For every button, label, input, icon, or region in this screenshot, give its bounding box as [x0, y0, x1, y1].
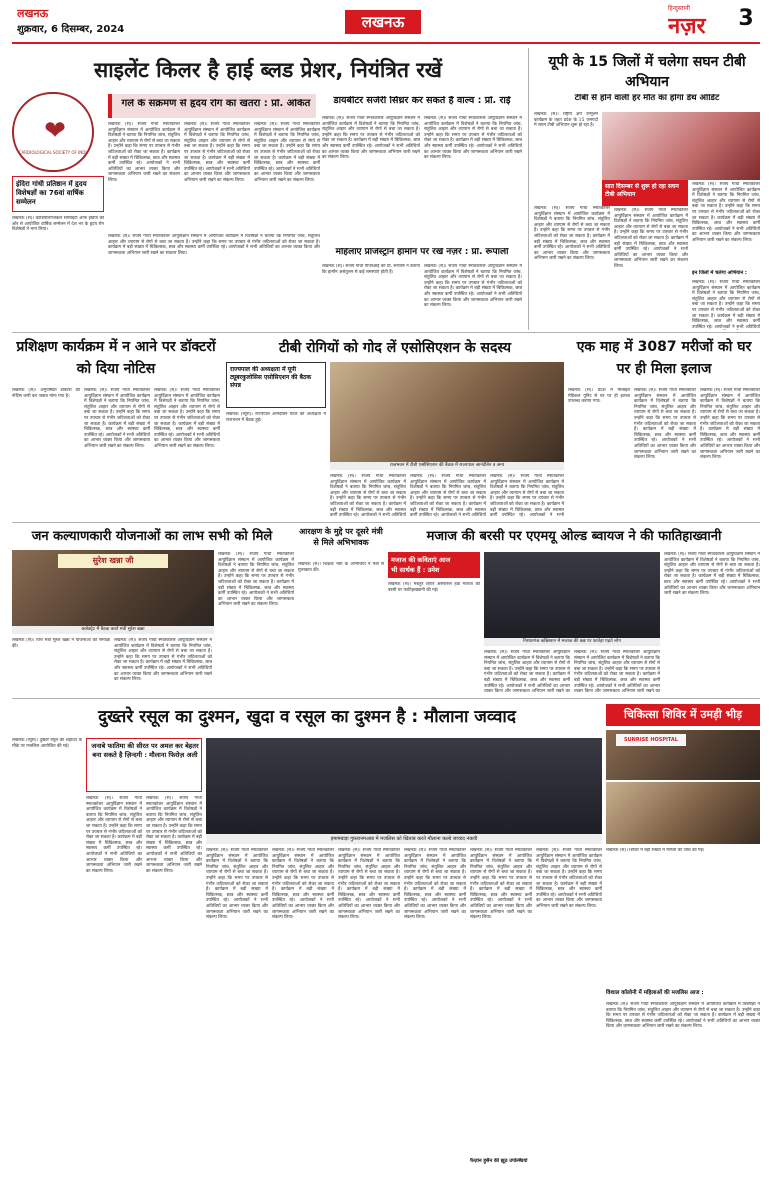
camp-body-2: लखनऊ (स)। संजय गांधी स्नातकोत्तर आयुर्विज्ञान संस्थान में आयोजित कार्यक्रम में विशेषज्ञों ने बताया कि नियमित जांच, संतुलित आहार और व्यायाम से रोगों से बचा जा सकता है। उन्होंने कहा कि समय पर उपचार से गंभीर जटिलताओं को रोका जा सकता है। कार्यक्रम में बड़ी संख्या में चिकित्सक, छात्र और स्वास्थ्य कर्मी उपस्थित रहे। आयोजकों ने सभी अतिथियों का आभार व्यक्त किया और जागरूकता अभियान जारी रखने का संकल्प लिया।	[606, 1002, 760, 1030]
lead-headline: साइलेंट किलर है हाई ब्लड प्रेशर, नियंत्रित रखें	[94, 58, 442, 82]
masthead-date: शुक्रवार, 6 दिसम्बर, 2024	[17, 24, 125, 35]
masthead-city: लखनऊ	[17, 7, 49, 20]
free-treatment-headline: एक माह में 3087 मरीजों को घर पर ही मिला इलाज	[576, 339, 752, 377]
training-body-3: लखनऊ (स)। संजय गांधी स्नातकोत्तर आयुर्विज्ञान संस्थान में आयोजित कार्यक्रम में विशेषज्ञों ने बताया कि नियमित जांच, संतुलित आहार और व्यायाम से रोगों से बचा जा सकता है। उन्होंने कहा कि समय पर उपचार से गंभीर जटिलताओं को रोका जा सकता है। कार्यक्रम में बड़ी संख्या में चिकित्सक, छात्र और स्वास्थ्य कर्मी उपस्थित रहे। आयोजकों ने सभी अतिथियों का आभार व्यक्त किया और जागरूकता अभियान जारी रखने का संकल्प लिया।	[154, 388, 220, 449]
cardiology-logo	[12, 92, 94, 172]
tb-body-col4: लखनऊ (स)। संजय गांधी स्नातकोत्तर आयुर्विज्ञान संस्थान में आयोजित कार्यक्रम में विशेषज्ञों ने बताया कि नियमित जांच, संतुलित आहार और व्यायाम से रोगों से बचा जा सकता है। उन्होंने कहा कि समय पर उपचार से गंभीर जटिलताओं को रोका जा सकता है। कार्यक्रम में बड़ी संख्या में चिकित्सक, छात्र और स्वास्थ्य कर्मी उपस्थित रहे। आयोजकों ने सभी अतिथियों का आभार व्यक्त किया और जागरूकता अभियान जारी रखने का संकल्प लिया।	[614, 208, 688, 269]
jawad-photo-caption: इमामबाड़ा गुफ़रानमआब में मजलिस को खिताब करते मौलाना कल्बे जव्वाद नकवी	[206, 834, 602, 844]
brand-logo: नज़र	[668, 14, 706, 38]
tb-body-col1: लखनऊ (स)। राष्ट्रीय क्षय उन्मूलन कार्यक्रम के तहत प्रदेश के 15 जनपदों में सघन टीबी अभियान शुरू हो रहा है।	[534, 112, 598, 129]
mazaj-photo	[484, 552, 660, 638]
tb-photo-caption-box	[602, 180, 688, 206]
lead-sub-right: डायबीटर सर्जरी सिंथ्रर कर सकते हैं वाल्व : प्रो. राई	[333, 96, 511, 106]
women-body-2: लखनऊ (स)। संजय गांधी स्नातकोत्तर आयुर्विज्ञान संस्थान में आयोजित कार्यक्रम में विशेषज्ञों ने बताया कि नियमित जांच, संतुलित आहार और व्यायाम से रोगों से बचा जा सकता है। उन्होंने कहा कि समय पर उपचार से गंभीर जटिलताओं को रोका जा सकता है। कार्यक्रम में बड़ी संख्या में चिकित्सक, छात्र और स्वास्थ्य कर्मी उपस्थित रहे। आयोजकों ने सभी अतिथियों का आभार व्यक्त किया और जागरूकता अभियान जारी रखने का संकल्प लिया।	[424, 264, 522, 309]
masthead-rule	[12, 42, 760, 44]
divider	[12, 522, 760, 523]
jawad-badge	[86, 738, 202, 792]
reservation-body: लखनऊ (स)। शिक्षक भर्ती के अभ्यर्थियों ने मंत्री से मुलाकात की।	[298, 562, 384, 573]
tb-adopt-photo	[330, 362, 564, 462]
mazaj-body-1: लखनऊ (स)। मशहूर शायर असरारुल हक मजाज की बरसी पर फातिहाख्वानी की गई।	[388, 582, 480, 593]
lead-photo-caption-box	[12, 176, 104, 212]
page-number: 3	[738, 6, 754, 31]
divider	[12, 332, 760, 333]
jawad-photo	[206, 738, 602, 834]
jawad-body-2: लखनऊ (स)। संजय गांधी स्नातकोत्तर आयुर्विज्ञान संस्थान में आयोजित कार्यक्रम में विशेषज्ञों ने बताया कि नियमित जांच, संतुलित आहार और व्यायाम से रोगों से बचा जा सकता है। उन्होंने कहा कि समय पर उपचार से गंभीर जटिलताओं को रोका जा सकता है। कार्यक्रम में बड़ी संख्या में चिकित्सक, छात्र और स्वास्थ्य कर्मी उपस्थित रहे। आयोजकों ने सभी अतिथियों का आभार व्यक्त किया और जागरूकता अभियान जारी रखने का संकल्प लिया।	[86, 796, 142, 874]
jawad-body-7: लखनऊ (स)। संजय गांधी स्नातकोत्तर आयुर्विज्ञान संस्थान में आयोजित कार्यक्रम में विशेषज्ञों ने बताया कि नियमित जांच, संतुलित आहार और व्यायाम से रोगों से बचा जा सकता है। उन्होंने कहा कि समय पर उपचार से गंभीर जटिलताओं को रोका जा सकता है। कार्यक्रम में बड़ी संख्या में चिकित्सक, छात्र और स्वास्थ्य कर्मी उपस्थित रहे। आयोजकों ने सभी अतिथियों का आभार व्यक्त किया और जागरूकता अभियान जारी रखने का संकल्प लिया।	[404, 848, 466, 921]
lead-sub-left: गले के संक्रमण से हृदय रोग का खतरा : प्रो. अंकित	[121, 99, 311, 109]
camp-box-title: विशाल कॉलोनी में महिलाओं की मजलिस आज :	[606, 990, 704, 996]
heart-icon: ❤	[44, 116, 66, 146]
jawad-body-3: लखनऊ (स)। संजय गांधी स्नातकोत्तर आयुर्विज्ञान संस्थान में आयोजित कार्यक्रम में विशेषज्ञों ने बताया कि नियमित जांच, संतुलित आहार और व्यायाम से रोगों से बचा जा सकता है। उन्होंने कहा कि समय पर उपचार से गंभीर जटिलताओं को रोका जा सकता है। कार्यक्रम में बड़ी संख्या में चिकित्सक, छात्र और स्वास्थ्य कर्मी उपस्थित रहे। आयोजकों ने सभी अतिथियों का आभार व्यक्त किया और जागरूकता अभियान जारी रखने का संकल्प लिया।	[146, 796, 202, 874]
tb-adopt-badge	[226, 362, 326, 408]
women-body: लखनऊ (स)। संजय गांधी पीजीआई की प्रो. रूपाली ने बताया कि हार्मोन असंतुलन से कई समस्याएं होती हैं।	[322, 264, 420, 275]
tb-sub: टीबी से होने वाली हर मौत का होगा डेथ ऑडिट	[574, 94, 720, 103]
logo-text: CARDIOLOGICAL SOCIETY OF INDIA	[18, 150, 90, 155]
mazaj-body-2: लखनऊ (स)। संजय गांधी स्नातकोत्तर आयुर्विज्ञान संस्थान में आयोजित कार्यक्रम में विशेषज्ञों ने बताया कि नियमित जांच, संतुलित आहार और व्यायाम से रोगों से बचा जा सकता है। उन्होंने कहा कि समय पर उपचार से गंभीर जटिलताओं को रोका जा सकता है। कार्यक्रम में बड़ी संख्या में चिकित्सक, छात्र और स्वास्थ्य कर्मी उपस्थित रहे। आयोजकों ने सभी अतिथियों का आभार व्यक्त किया और जागरूकता अभियान जारी रखने का	[484, 650, 570, 694]
masthead	[0, 0, 770, 46]
tb-adopt-body-1: लखनऊ (ब्यूरो)। राज्यपाल आनंदीबेन पटेल की अध्यक्षता में राजभवन में बैठक हुई।	[226, 412, 326, 423]
tb-body-col2: लखनऊ (स)। संजय गांधी स्नातकोत्तर आयुर्विज्ञान संस्थान में आयोजित कार्यक्रम में विशेषज्ञों ने बताया कि नियमित जांच, संतुलित आहार और व्यायाम से रोगों से बचा जा सकता है। उन्होंने कहा कि समय पर उपचार से गंभीर जटिलताओं को रोका जा सकता है। कार्यक्रम में बड़ी संख्या में चिकित्सक, छात्र और स्वास्थ्य कर्मी उपस्थित रहे। आयोजकों ने सभी अतिथियों का आभार व्यक्त किया और जागरूकता अभियान जारी रखने का संकल्प लिया।	[692, 182, 760, 243]
jawad-badge-text: जनाबे फातिमा की सीरत पर अमल कर बेहतर बना सकते है ज़िन्दगी : मौलाना फिरोज़ अली	[91, 742, 199, 759]
welfare-body-1: लखनऊ (स)। वित्त मंत्री सुरेश खन्ना ने योजनाओं की समीक्षा की।	[12, 638, 110, 649]
camp-body-1: लखनऊ (स)। शिविर में बड़ी संख्या में मरीजों की जांच की गई।	[606, 848, 705, 853]
tb-adopt-photo-caption: राजभवन में टीबी एसोसिएशन की बैठक में राज्यपाल आनंदीबेन व अन्य	[330, 462, 564, 470]
lead-body-col4: लखनऊ (स)। संजय गांधी स्नातकोत्तर आयुर्विज्ञान संस्थान में आयोजित कार्यक्रम में विशेषज्ञों ने बताया कि नियमित जांच, संतुलित आहार और व्यायाम से रोगों से बचा जा सकता है। उन्होंने कहा कि समय पर उपचार से गंभीर जटिलताओं को रोका जा सकता है। कार्यक्रम में बड़ी संख्या में चिकित्सक, छात्र और स्वास्थ्य कर्मी उपस्थित रहे। आयोजकों ने सभी अतिथियों का आभार व्यक्त किया और जागरूकता अभियान जारी रखने का संकल्प लिया।	[254, 122, 320, 183]
jawad-body-1: लखनऊ (ब्यूरो)। दुख्तरे रसूल की शहादत के मौके पर मजलिस आयोजित की गई।	[12, 738, 82, 749]
hospital-sign: SUNRISE HOSPITAL	[616, 734, 686, 746]
jawad-body-5: लखनऊ (स)। संजय गांधी स्नातकोत्तर आयुर्विज्ञान संस्थान में आयोजित कार्यक्रम में विशेषज्ञों ने बताया कि नियमित जांच, संतुलित आहार और व्यायाम से रोगों से बचा जा सकता है। उन्होंने कहा कि समय पर उपचार से गंभीर जटिलताओं को रोका जा सकता है। कार्यक्रम में बड़ी संख्या में चिकित्सक, छात्र और स्वास्थ्य कर्मी उपस्थित रहे। आयोजकों ने सभी अतिथियों का आभार व्यक्त किया और जागरूकता अभियान जारी रखने का संकल्प लिया।	[272, 848, 334, 921]
section-label: लखनऊ	[345, 10, 421, 34]
lead-photo-caption: इंदिरा गांधी प्रतिष्ठान में हृदय विशेषज्ञों का 76वां वार्षिक सम्मेलन	[16, 180, 87, 206]
jawad-body-8: लखनऊ (स)। संजय गांधी स्नातकोत्तर आयुर्विज्ञान संस्थान में आयोजित कार्यक्रम में विशेषज्ञों ने बताया कि नियमित जांच, संतुलित आहार और व्यायाम से रोगों से बचा जा सकता है। उन्होंने कहा कि समय पर उपचार से गंभीर जटिलताओं को रोका जा सकता है। कार्यक्रम में बड़ी संख्या में चिकित्सक, छात्र और स्वास्थ्य कर्मी उपस्थित रहे। आयोजकों ने सभी अतिथियों का आभार व्यक्त किया और जागरूकता अभियान जारी रखने का संकल्प लिया।	[470, 848, 532, 921]
women-headline: महिलाएं प्रोजेस्ट्रॉन हार्मोन पर रखें नज़र : प्रो. रूपाली	[335, 248, 509, 257]
divider	[528, 48, 529, 330]
lead-body-col1: लखनऊ (स)। कार्डियोलॉजिकल सोसाइटी ऑफ इंडिया की ओर से आयोजित वार्षिक सम्मेलन में देश भर के हृदय रोग विशेषज्ञों ने भाग लिया।	[12, 216, 104, 233]
jawad-body-6: लखनऊ (स)। संजय गांधी स्नातकोत्तर आयुर्विज्ञान संस्थान में आयोजित कार्यक्रम में विशेषज्ञों ने बताया कि नियमित जांच, संतुलित आहार और व्यायाम से रोगों से बचा जा सकता है। उन्होंने कहा कि समय पर उपचार से गंभीर जटिलताओं को रोका जा सकता है। कार्यक्रम में बड़ी संख्या में चिकित्सक, छात्र और स्वास्थ्य कर्मी उपस्थित रहे। आयोजकों ने सभी अतिथियों का आभार व्यक्त किया और जागरूकता अभियान जारी रखने का संकल्प लिया।	[338, 848, 400, 921]
lead-body-col6: लखनऊ (स)। संजय गांधी स्नातकोत्तर आयुर्विज्ञान संस्थान में आयोजित कार्यक्रम में विशेषज्ञों ने बताया कि नियमित जांच, संतुलित आहार और व्यायाम से रोगों से बचा जा सकता है। उन्होंने कहा कि समय पर उपचार से गंभीर जटिलताओं को रोका जा सकता है। कार्यक्रम में बड़ी संख्या में चिकित्सक, छात्र और स्वास्थ्य कर्मी उपस्थित रहे। आयोजकों ने सभी अतिथियों का आभार व्यक्त किया और जागरूकता अभियान जारी रखने का संकल्प लिया।	[424, 116, 522, 161]
lead-body-col7: लखनऊ (स)। संजय गांधी स्नातकोत्तर आयुर्विज्ञान संस्थान में आयोजित कार्यक्रम में विशेषज्ञों ने बताया कि नियमित जांच, संतुलित आहार और व्यायाम से रोगों से बचा जा सकता है। उन्होंने कहा कि समय पर उपचार से गंभीर जटिलताओं को रोका जा सकता है। कार्यक्रम में बड़ी संख्या में चिकित्सक, छात्र और स्वास्थ्य कर्मी उपस्थित रहे। आयोजकों ने सभी अतिथियों का आभार व्यक्त किया और जागरूकता अभियान जारी रखने का संकल्प लिया।	[108, 234, 320, 256]
training-body-1: लखनऊ (स)। अनुपस्थित डॉक्टरों को नोटिस जारी कर जवाब मांगा गया है।	[12, 388, 80, 399]
welfare-banner: सुरेश खन्ना जी	[58, 554, 168, 568]
training-headline: प्रशिक्षण कार्यक्रम में न आने पर डॉक्टरों को दिया नोटिस	[16, 339, 216, 377]
welfare-photo	[12, 550, 214, 626]
mazaj-badge-line2: भी सार्थक हैं : उमेश	[391, 566, 440, 574]
lead-body-col2: लखनऊ (स)। संजय गांधी स्नातकोत्तर आयुर्विज्ञान संस्थान में आयोजित कार्यक्रम में विशेषज्ञों ने बताया कि नियमित जांच, संतुलित आहार और व्यायाम से रोगों से बचा जा सकता है। उन्होंने कहा कि समय पर उपचार से गंभीर जटिलताओं को रोका जा सकता है। कार्यक्रम में बड़ी संख्या में चिकित्सक, छात्र और स्वास्थ्य कर्मी उपस्थित रहे। आयोजकों ने सभी अतिथियों का आभार व्यक्त किया और जागरूकता अभियान जारी रखने का संकल्प लिया।	[108, 122, 180, 183]
camp-photo-1	[606, 730, 760, 780]
sub-headline-box	[108, 94, 316, 118]
welfare-body-2: लखनऊ (स)। संजय गांधी स्नातकोत्तर आयुर्विज्ञान संस्थान में आयोजित कार्यक्रम में विशेषज्ञों ने बताया कि नियमित जांच, संतुलित आहार और व्यायाम से रोगों से बचा जा सकता है। उन्होंने कहा कि समय पर उपचार से गंभीर जटिलताओं को रोका जा सकता है। कार्यक्रम में बड़ी संख्या में चिकित्सक, छात्र और स्वास्थ्य कर्मी उपस्थित रहे। आयोजकों ने सभी अतिथियों का आभार व्यक्त किया और जागरूकता अभियान जारी रखने का संकल्प लिया।	[114, 638, 212, 683]
jawad-body-9: लखनऊ (स)। संजय गांधी स्नातकोत्तर आयुर्विज्ञान संस्थान में आयोजित कार्यक्रम में विशेषज्ञों ने बताया कि नियमित जांच, संतुलित आहार और व्यायाम से रोगों से बचा जा सकता है। उन्होंने कहा कि समय पर उपचार से गंभीर जटिलताओं को रोका जा सकता है। कार्यक्रम में बड़ी संख्या में चिकित्सक, छात्र और स्वास्थ्य कर्मी उपस्थित रहे। आयोजकों ने सभी अतिथियों का आभार व्यक्त किया और जागरूकता अभियान जारी रखने का संकल्प लिया।	[536, 848, 602, 909]
tb-adopt-body-2: लखनऊ (स)। संजय गांधी स्नातकोत्तर आयुर्विज्ञान संस्थान में आयोजित कार्यक्रम में विशेषज्ञों ने बताया कि नियमित जांच, संतुलित आहार और व्यायाम से रोगों से बचा जा सकता है। उन्होंने कहा कि समय पर उपचार से गंभीर जटिलताओं को रोका जा सकता है। कार्यक्रम में बड़ी संख्या में चिकित्सक, छात्र और स्वास्थ्य कर्मी उपस्थित रहे। आयोजकों ने सभी अतिथियों	[330, 474, 406, 518]
camp-headline: चिकित्सा शिविर में उमड़ी भीड़	[606, 704, 760, 726]
reservation-headline: आरक्षण के मुद्दे पर दूसरे मंत्री से मिले अभिभावक	[299, 527, 383, 547]
divider	[12, 698, 760, 699]
camp-photo-2	[606, 782, 760, 844]
mazaj-photo-caption: निशातगंज कब्रिस्तान में मजाज की कब्र पर फातेहा पढ़ते लोग	[484, 638, 660, 646]
jawad-headline: दुख्तरे रसूल का दुश्मन, खुदा व रसूल का दुश्मन है : मौलाना जव्वाद	[98, 707, 516, 727]
training-body-2: लखनऊ (स)। संजय गांधी स्नातकोत्तर आयुर्विज्ञान संस्थान में आयोजित कार्यक्रम में विशेषज्ञों ने बताया कि नियमित जांच, संतुलित आहार और व्यायाम से रोगों से बचा जा सकता है। उन्होंने कहा कि समय पर उपचार से गंभीर जटिलताओं को रोका जा सकता है। कार्यक्रम में बड़ी संख्या में चिकित्सक, छात्र और स्वास्थ्य कर्मी उपस्थित रहे। आयोजकों ने सभी अतिथियों का आभार व्यक्त किया और जागरूकता अभियान जारी रखने का संकल्प लिया।	[84, 388, 150, 449]
tb-headline: यूपी के 15 जिलों में चलेगा सघन टीबी अभियान	[548, 54, 746, 90]
mazaj-badge	[388, 552, 480, 578]
tb-lungs-photo	[602, 112, 760, 180]
welfare-photo-caption: कलेक्ट्रेट में बैठक करते मंत्री सुरेश खन्ना	[12, 626, 214, 634]
tb-body-col3: लखनऊ (स)। संजय गांधी स्नातकोत्तर आयुर्विज्ञान संस्थान में आयोजित कार्यक्रम में विशेषज्ञों ने बताया कि नियमित जांच, संतुलित आहार और व्यायाम से रोगों से बचा जा सकता है। उन्होंने कहा कि समय पर उपचार से गंभीर जटिलताओं को रोका जा सकता है। कार्यक्रम में बड़ी संख्या में चिकित्सक, छात्र और स्वास्थ्य कर्मी उपस्थित रहे। आयोजकों ने सभी अतिथियों का आभार व्यक्त किया और जागरूकता अभियान जारी रखने का संकल्प लिया।	[534, 206, 610, 262]
free-treatment-body-2: लखनऊ (स)। संजय गांधी स्नातकोत्तर आयुर्विज्ञान संस्थान में आयोजित कार्यक्रम में विशेषज्ञों ने बताया कि नियमित जांच, संतुलित आहार और व्यायाम से रोगों से बचा जा सकता है। उन्होंने कहा कि समय पर उपचार से गंभीर जटिलताओं को रोका जा सकता है। कार्यक्रम में बड़ी संख्या में चिकित्सक, छात्र और स्वास्थ्य कर्मी उपस्थित रहे। आयोजकों ने सभी अतिथियों का आभार व्यक्त किया और जागरूकता अभियान जारी रखने का संकल्प लिया।	[634, 388, 696, 461]
brand-small: हिन्दुस्तानी	[668, 5, 690, 12]
mazaj-body-4: लखनऊ (स)। संजय गांधी स्नातकोत्तर आयुर्विज्ञान संस्थान में आयोजित कार्यक्रम में विशेषज्ञों ने बताया कि नियमित जांच, संतुलित आहार और व्यायाम से रोगों से बचा जा सकता है। उन्होंने कहा कि समय पर उपचार से गंभीर जटिलताओं को रोका जा सकता है। कार्यक्रम में बड़ी संख्या में चिकित्सक, छात्र और स्वास्थ्य कर्मी उपस्थित रहे। आयोजकों ने सभी अतिथियों का आभार व्यक्त किया और जागरूकता अभियान जारी रखने का संकल्प लिया।	[664, 552, 760, 597]
welfare-headline: जन कल्याणकारी योजनाओं का लाभ सभी को मिले	[31, 529, 273, 544]
mazaj-headline: मजाज की बरसी पर एएमयू ओल्ड ब्वायज ने की फातिहाख्वानी	[426, 529, 722, 544]
tb-district-box-title: इन जिलों में चलेगा अभियान :	[692, 270, 747, 276]
jawad-body-4: लखनऊ (स)। संजय गांधी स्नातकोत्तर आयुर्विज्ञान संस्थान में आयोजित कार्यक्रम में विशेषज्ञों ने बताया कि नियमित जांच, संतुलित आहार और व्यायाम से रोगों से बचा जा सकता है। उन्होंने कहा कि समय पर उपचार से गंभीर जटिलताओं को रोका जा सकता है। कार्यक्रम में बड़ी संख्या में चिकित्सक, छात्र और स्वास्थ्य कर्मी उपस्थित रहे। आयोजकों ने सभी अतिथियों का आभार व्यक्त किया और जागरूकता अभियान जारी रखने का संकल्प लिया।	[206, 848, 268, 921]
tb-adopt-badge-text: राज्यपाल की अध्यक्षता में यूपी ट्यूबरकुलोसिस एसोसिएशन की बैठक संपन्न	[230, 366, 312, 389]
lead-body-col5: लखनऊ (स)। संजय गांधी स्नातकोत्तर आयुर्विज्ञान संस्थान में आयोजित कार्यक्रम में विशेषज्ञों ने बताया कि नियमित जांच, संतुलित आहार और व्यायाम से रोगों से बचा जा सकता है। उन्होंने कहा कि समय पर उपचार से गंभीर जटिलताओं को रोका जा सकता है। कार्यक्रम में बड़ी संख्या में चिकित्सक, छात्र और स्वास्थ्य कर्मी उपस्थित रहे। आयोजकों ने सभी अतिथियों का आभार व्यक्त किया और जागरूकता अभियान जारी रखने का संकल्प लिया।	[322, 116, 420, 161]
mazaj-body-3: लखनऊ (स)। संजय गांधी स्नातकोत्तर आयुर्विज्ञान संस्थान में आयोजित कार्यक्रम में विशेषज्ञों ने बताया कि नियमित जांच, संतुलित आहार और व्यायाम से रोगों से बचा जा सकता है। उन्होंने कहा कि समय पर उपचार से गंभीर जटिलताओं को रोका जा सकता है। कार्यक्रम में बड़ी संख्या में चिकित्सक, छात्र और स्वास्थ्य कर्मी उपस्थित रहे। आयोजकों ने सभी अतिथियों का आभार व्यक्त किया और जागरूकता अभियान जारी रखने का	[574, 650, 660, 694]
tb-adopt-headline: टीबी रोगियों को गोद लें एसोसिएशन के सदस्य	[278, 340, 511, 356]
tb-district-box: लखनऊ (स)। संजय गांधी स्नातकोत्तर आयुर्विज्ञान संस्थान में आयोजित कार्यक्रम में विशेषज्ञों ने बताया कि नियमित जांच, संतुलित आहार और व्यायाम से रोगों से बचा जा सकता है। उन्होंने कहा कि समय पर उपचार से गंभीर जटिलताओं को रोका जा सकता है। कार्यक्रम में बड़ी संख्या में चिकित्सक, छात्र और स्वास्थ्य कर्मी उपस्थित रहे। आयोजकों ने सभी अतिथियों	[692, 280, 760, 330]
tb-adopt-body-4: लखनऊ (स)। संजय गांधी स्नातकोत्तर आयुर्विज्ञान संस्थान में आयोजित कार्यक्रम में विशेषज्ञों ने बताया कि नियमित जांच, संतुलित आहार और व्यायाम से रोगों से बचा जा सकता है। उन्होंने कहा कि समय पर उपचार से गंभीर जटिलताओं को रोका जा सकता है। कार्यक्रम में बड़ी संख्या में चिकित्सक, छात्र और स्वास्थ्य कर्मी उपस्थित रहे। आयोजकों ने सभी	[490, 474, 564, 518]
lead-body-col3: लखनऊ (स)। संजय गांधी स्नातकोत्तर आयुर्विज्ञान संस्थान में आयोजित कार्यक्रम में विशेषज्ञों ने बताया कि नियमित जांच, संतुलित आहार और व्यायाम से रोगों से बचा जा सकता है। उन्होंने कहा कि समय पर उपचार से गंभीर जटिलताओं को रोका जा सकता है। कार्यक्रम में बड़ी संख्या में चिकित्सक, छात्र और स्वास्थ्य कर्मी उपस्थित रहे। आयोजकों ने सभी अतिथियों का आभार व्यक्त किया और जागरूकता अभियान जारी रखने का संकल्प लिया।	[184, 122, 250, 183]
jawad-byline: फैज़ान हुसैन की झूठ उपल्ब्धियां	[470, 1158, 528, 1164]
tb-photo-caption: सात दिसम्बर से शुरू हो रहा सघन टीबी अभियान	[605, 183, 679, 198]
tb-adopt-body-3: लखनऊ (स)। संजय गांधी स्नातकोत्तर आयुर्विज्ञान संस्थान में आयोजित कार्यक्रम में विशेषज्ञों ने बताया कि नियमित जांच, संतुलित आहार और व्यायाम से रोगों से बचा जा सकता है। उन्होंने कहा कि समय पर उपचार से गंभीर जटिलताओं को रोका जा सकता है। कार्यक्रम में बड़ी संख्या में चिकित्सक, छात्र और स्वास्थ्य कर्मी उपस्थित रहे। आयोजकों ने सभी अतिथियों	[410, 474, 486, 518]
mazaj-badge-line1: मजाज की कविताएं आज	[391, 556, 451, 564]
free-treatment-body-3: लखनऊ (स)। संजय गांधी स्नातकोत्तर आयुर्विज्ञान संस्थान में आयोजित कार्यक्रम में विशेषज्ञों ने बताया कि नियमित जांच, संतुलित आहार और व्यायाम से रोगों से बचा जा सकता है। उन्होंने कहा कि समय पर उपचार से गंभीर जटिलताओं को रोका जा सकता है। कार्यक्रम में बड़ी संख्या में चिकित्सक, छात्र और स्वास्थ्य कर्मी उपस्थित रहे। आयोजकों ने सभी अतिथियों का आभार व्यक्त किया और जागरूकता अभियान जारी रखने का संकल्प लिया।	[700, 388, 760, 461]
welfare-body-3: लखनऊ (स)। संजय गांधी स्नातकोत्तर आयुर्विज्ञान संस्थान में आयोजित कार्यक्रम में विशेषज्ञों ने बताया कि नियमित जांच, संतुलित आहार और व्यायाम से रोगों से बचा जा सकता है। उन्होंने कहा कि समय पर उपचार से गंभीर जटिलताओं को रोका जा सकता है। कार्यक्रम में बड़ी संख्या में चिकित्सक, छात्र और स्वास्थ्य कर्मी उपस्थित रहे। आयोजकों ने सभी अतिथियों का आभार व्यक्त किया और जागरूकता अभियान जारी रखने का संकल्प लिया।	[218, 552, 294, 608]
free-treatment-body-1: लखनऊ (स)। प्रदेश में मोबाइल मेडिकल यूनिट से घर पर ही इलाज उपलब्ध कराया गया।	[568, 388, 630, 405]
